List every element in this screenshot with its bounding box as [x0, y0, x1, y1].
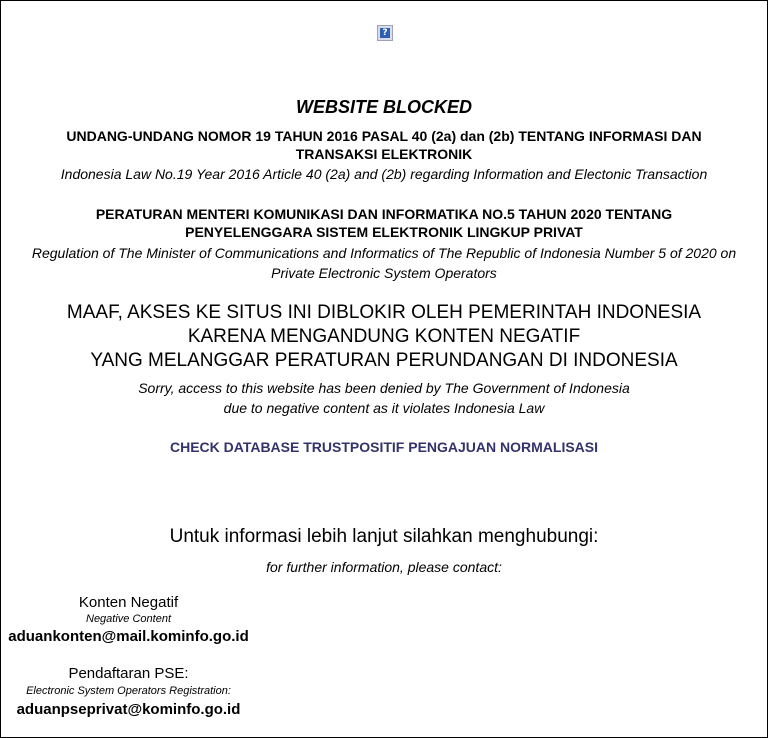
negative-content-email[interactable]: aduankonten@mail.kominfo.go.id: [8, 628, 249, 645]
contact-negative-content: [0, 594, 257, 648]
contact-subheading: for further information, please contact:: [266, 559, 502, 575]
notice-line-2: KARENA MENGANDUNG KONTEN NEGATIF: [187, 326, 581, 347]
pse-registration-label: Pendaftaran PSE:: [68, 665, 189, 682]
broken-image-glyph: ?: [380, 28, 390, 38]
negative-content-label: Konten Negatif: [78, 594, 179, 611]
pse-registration-email[interactable]: aduanpseprivat@kominfo.go.id: [16, 701, 241, 718]
law2-english: Regulation of The Minister of Communications and Informatics of The Republic of Indonesia Number 5 of 2020 on Private Electronic System Operators: [31, 245, 737, 281]
notice-line-1: MAAF, AKSES KE SITUS INI DIBLOKIR OLEH PEMERINTAH INDONESIA: [66, 302, 702, 323]
contact-pse-registration: [0, 665, 257, 721]
negative-content-sub: Negative Content: [86, 613, 171, 625]
notice-en-line-2: due to negative content as it violates Indonesia Law: [223, 400, 545, 416]
notice-en-line-1: Sorry, access to this website has been denied by The Government of Indonesia: [138, 380, 630, 396]
broken-image-icon: [377, 25, 393, 41]
page-title: WEBSITE BLOCKED: [295, 97, 472, 117]
law1-english: Indonesia Law No.19 Year 2016 Article 40 (2a) and (2b) regarding Information and Electonic Transaction: [60, 166, 708, 182]
pse-registration-sub: Electronic System Operators Registration:: [26, 685, 231, 697]
blocked-notice: [0, 301, 768, 373]
law1-indonesian: UNDANG-UNDANG NOMOR 19 TAHUN 2016 PASAL 40 (2a) dan (2b) TENTANG INFORMASI DAN TRANSAKSI ELEKTRONIK: [66, 128, 702, 162]
contact-heading: Untuk informasi lebih lanjut silahkan menghubungi:: [169, 526, 599, 547]
blocked-notice-english: [0, 378, 768, 418]
law2-indonesian: PERATURAN MENTERI KOMUNIKASI DAN INFORMATIKA NO.5 TAHUN 2020 TENTANG PENYELENGGARA SISTEM ELEKTRONIK LINGKUP PRIVAT: [95, 206, 673, 240]
notice-line-3: YANG MELANGGAR PERATURAN PERUNDANGAN DI INDONESIA: [90, 350, 678, 371]
check-database-link[interactable]: CHECK DATABASE TRUSTPOSITIF PENGAJUAN NORMALISASI: [169, 439, 599, 455]
check-link-wrapper: [0, 439, 768, 457]
